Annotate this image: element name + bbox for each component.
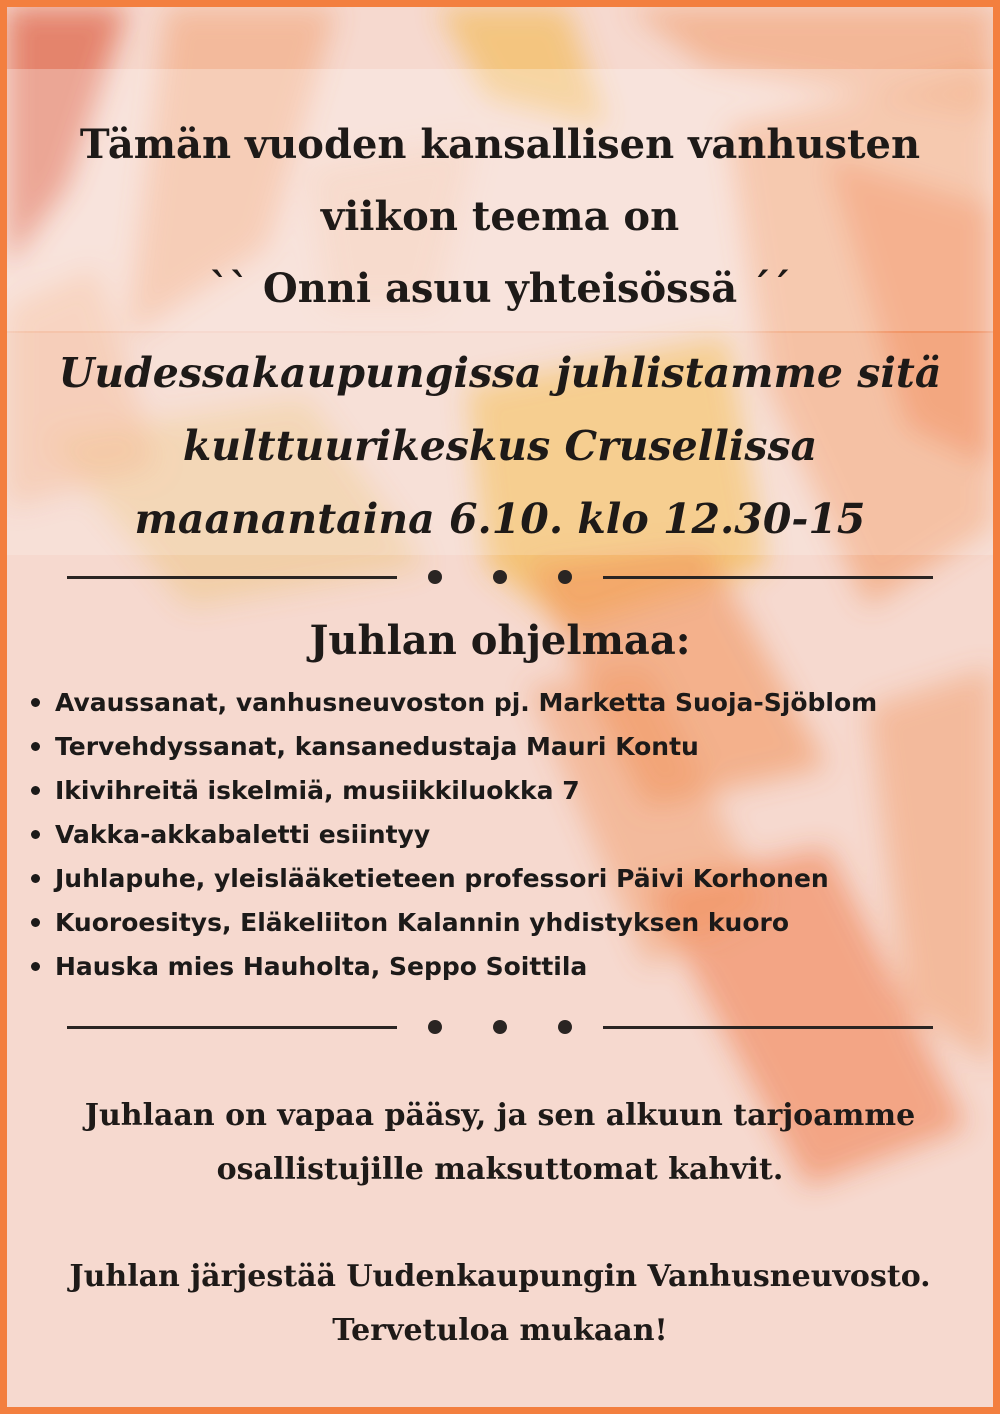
divider-dot [493,570,507,584]
event-line-2: kulttuurikeskus Crusellissa [182,422,818,470]
organizer-info [7,1250,993,1358]
bullet-icon [31,786,40,795]
list-item-text: Ikivihreitä iskelmiä, musiikkiluokka 7 [55,776,580,805]
headline-line-3: `` Onni asuu yhteisössä ´´ [208,265,792,312]
event-line-3: maanantaina 6.10. klo 12.30-15 [134,495,866,543]
admission-line-2: osallistujille maksuttomat kahvit. [216,1152,784,1187]
bullet-icon [31,918,40,927]
divider-line-left [67,576,397,579]
divider-line-right [603,1026,933,1029]
event-line-1: Uudessakaupungissa juhlistamme sitä [58,349,942,397]
divider-dot [428,570,442,584]
divider-dot [558,570,572,584]
list-item-text: Tervehdyssanat, kansanedustaja Mauri Kontu [55,732,699,761]
list-item-text: Avaussanat, vanhusneuvoston pj. Marketta Suoja-Sjöblom [55,688,878,717]
list-item-text: Juhlapuhe, yleislääketieteen professori Päivi Korhonen [55,864,829,893]
divider-dot [428,1020,442,1034]
list-item [29,769,877,813]
list-item-text: Hauska mies Hauholta, Seppo Soittila [55,952,588,981]
poster-content [7,7,993,1407]
headline-line-1: Tämän vuoden kansallisen vanhusten [79,121,921,168]
list-item [29,725,877,769]
divider-line-right [603,576,933,579]
headline [7,109,993,325]
organizer-line: Juhlan järjestää Uudenkaupungin Vanhusneuvosto. [69,1259,931,1294]
admission-line-1: Juhlaan on vapaa pääsy, ja sen alkuun tarjoamme [84,1098,916,1133]
list-item [29,901,877,945]
welcome-line: Tervetuloa mukaan! [332,1313,668,1348]
admission-info [7,1089,993,1197]
bullet-icon [31,874,40,883]
bullet-icon [31,830,40,839]
divider-line-left [67,1026,397,1029]
list-item-text: Kuoroesitys, Eläkeliiton Kalannin yhdistyksen kuoro [55,908,790,937]
bullet-icon [31,962,40,971]
divider-dot [558,1020,572,1034]
list-item [29,681,877,725]
divider-dot [493,1020,507,1034]
program-heading: Juhlan ohjelmaa: [309,617,691,664]
headline-line-2: viikon teema on [320,193,680,240]
divider-top [67,567,933,587]
list-item [29,945,877,989]
bullet-icon [31,742,40,751]
divider-bottom [67,1017,933,1037]
bullet-icon [31,698,40,707]
list-item [29,857,877,901]
event-details [7,337,993,556]
list-item-text: Vakka-akkabaletti esiintyy [55,820,431,849]
program-list [29,681,877,989]
list-item [29,813,877,857]
